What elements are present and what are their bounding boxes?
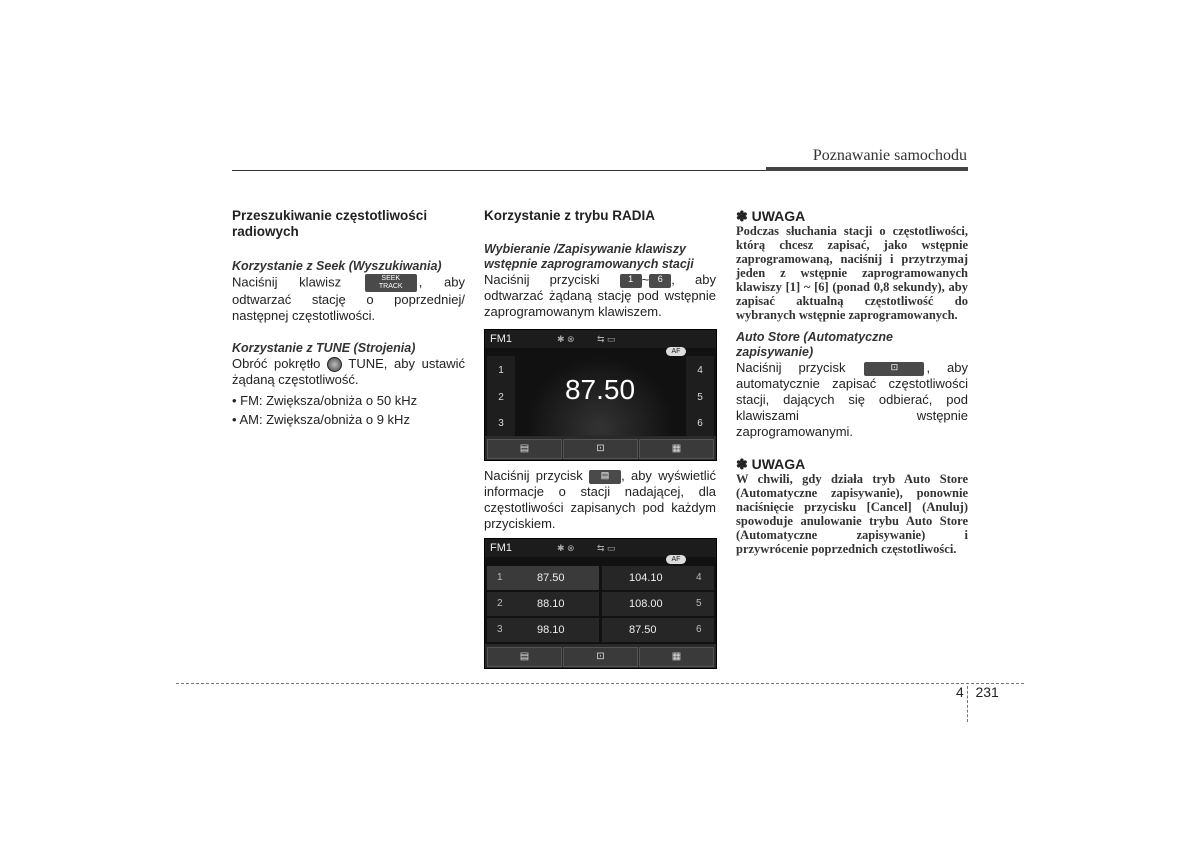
- preset-4[interactable]: 4: [697, 365, 703, 376]
- bluetooth-icon: ✱ ⊗: [557, 334, 575, 344]
- heading-radio-mode: Korzystanie z trybu RADIA: [484, 208, 656, 223]
- warning-text-1: Podczas słuchania stacji o częstotliwości, którą chcesz zapisać, jako wstępnie zaprogramowaną, naciśnij i przytrzymaj jeden z wstępnie zaprogramowanych klawiszy [1] ~ [6] (ponad 0,8 sekundy), aby zapisać aktualną częstotliwość do wybranych wstępnie zaprogramowanych.: [736, 224, 968, 322]
- seek-paragraph: Naciśnij klawisz SEEK TRACK , aby odtwarzać stację o poprzedniej/ następnej częstotliwości.: [232, 274, 465, 323]
- preset-6[interactable]: 6: [697, 418, 703, 429]
- footer-rule: [176, 683, 1024, 684]
- menu-softkey-icon[interactable]: ▦: [639, 439, 714, 459]
- preset-row-4[interactable]: 104.10 4: [602, 566, 714, 590]
- menu-softkey-icon[interactable]: ▦: [639, 647, 714, 667]
- subheading-seek: Korzystanie z Seek (Wyszukiwania): [232, 259, 442, 273]
- preset-1[interactable]: 1: [498, 365, 504, 376]
- preset-3[interactable]: 3: [498, 418, 504, 429]
- page-number: [956, 684, 999, 700]
- autostore-softkey-icon[interactable]: ⊡: [563, 439, 638, 459]
- screen-status-bar: [485, 330, 716, 348]
- column-seek-tune: [232, 208, 465, 428]
- autostore-paragraph: Naciśnij przycisk ⊡ , aby automatycznie zapisać częstotliwości stacji, dających się odbierać, pod klawiszami wstępnie zaprogramowanymi.: [736, 360, 968, 439]
- bullet-am: • AM: Zwiększa/obniża o 9 kHz: [232, 412, 410, 428]
- frequency-display-area: [525, 356, 675, 436]
- info-button-icon: ▤: [589, 470, 621, 484]
- band-label: FM1: [490, 542, 512, 554]
- tune-paragraph: Obróć pokrętło TUNE, aby ustawić żądaną częstotliwość.: [232, 356, 465, 388]
- warning-heading-2: ✽ UWAGA: [736, 456, 806, 472]
- band-label: FM1: [490, 333, 512, 345]
- subheading-tune: Korzystanie z TUNE (Strojenia): [232, 341, 416, 355]
- autostore-softkey-icon[interactable]: ⊡: [563, 647, 638, 667]
- autostore-button-icon: ⊡: [864, 362, 924, 376]
- preset-row-5[interactable]: 108.00 5: [602, 592, 714, 616]
- preset-key-6-icon: 6: [649, 274, 671, 288]
- preset-row-2[interactable]: 2 88.10: [487, 592, 599, 616]
- seek-track-button-icon: SEEK TRACK: [365, 274, 417, 292]
- af-badge: AF: [666, 555, 686, 564]
- heading-frequency-search: Przeszukiwanie częstotliwości radiowych: [232, 208, 428, 239]
- section-title: Poznawanie samochodu: [812, 147, 967, 164]
- radio-screen-main: [484, 329, 717, 461]
- frequency-display: 87.50: [564, 374, 636, 405]
- warning-heading-1: ✽ UWAGA: [736, 208, 806, 224]
- af-badge: AF: [666, 347, 686, 356]
- column-radio-mode: [484, 208, 716, 320]
- preset-2[interactable]: 2: [498, 392, 504, 403]
- preset-paragraph: Naciśnij przyciski 1 ~ 6 , aby odtwarzać żądaną stację pod wstępnie zaprogramowanym klawiszem.: [484, 272, 716, 319]
- info-paragraph: Naciśnij przycisk ▤ , aby wyświetlić informacje o stacji nadającej, dla częstotliwości zapisanych pod każdym przyciskiem.: [484, 468, 716, 531]
- left-preset-column: [487, 356, 515, 436]
- preset-row-1[interactable]: 1 87.50: [487, 566, 599, 590]
- preset-row-6[interactable]: 87.50 6: [602, 618, 714, 642]
- column-notes: [736, 208, 968, 556]
- page-number-value: 231: [975, 684, 999, 700]
- warning-text-2: W chwili, gdy działa tryb Auto Store (Automatyczne zapisywanie), ponownie naciśnięcie przycisku [Cancel] (Anuluj) spowoduje anulowanie trybu Auto Store (Automatyczne zapisywanie) i przywrócenie poprzednich częstotliwości.: [736, 472, 968, 556]
- radio-screen-info: [484, 538, 717, 669]
- preset-row-3[interactable]: 3 98.10: [487, 618, 599, 642]
- subheading-presets: Wybieranie /Zapisywanie klawiszy wstępnie zaprogramowanych stacji: [484, 242, 694, 271]
- info-softkey-icon[interactable]: ▤: [487, 439, 562, 459]
- screen-softkeys: [485, 436, 716, 460]
- tune-knob-icon: [327, 357, 342, 372]
- usb-icon: ⇆ ▭: [597, 334, 616, 344]
- usb-icon: ⇆ ▭: [597, 543, 616, 553]
- right-preset-column: [686, 356, 714, 436]
- chapter-number: 4: [956, 684, 964, 700]
- info-paragraph-block: [484, 468, 716, 532]
- subheading-autostore: Auto Store (Automatyczne zapisywanie): [736, 330, 893, 359]
- bullet-fm: • FM: Zwiększa/obniża o 50 kHz: [232, 393, 418, 409]
- header-bar: [766, 167, 968, 171]
- bluetooth-icon: ✱ ⊗: [557, 543, 575, 553]
- preset-key-1-icon: 1: [620, 274, 642, 288]
- preset-5[interactable]: 5: [697, 392, 703, 403]
- info-softkey-icon[interactable]: ▤: [487, 647, 562, 667]
- screen-softkeys: [485, 644, 716, 668]
